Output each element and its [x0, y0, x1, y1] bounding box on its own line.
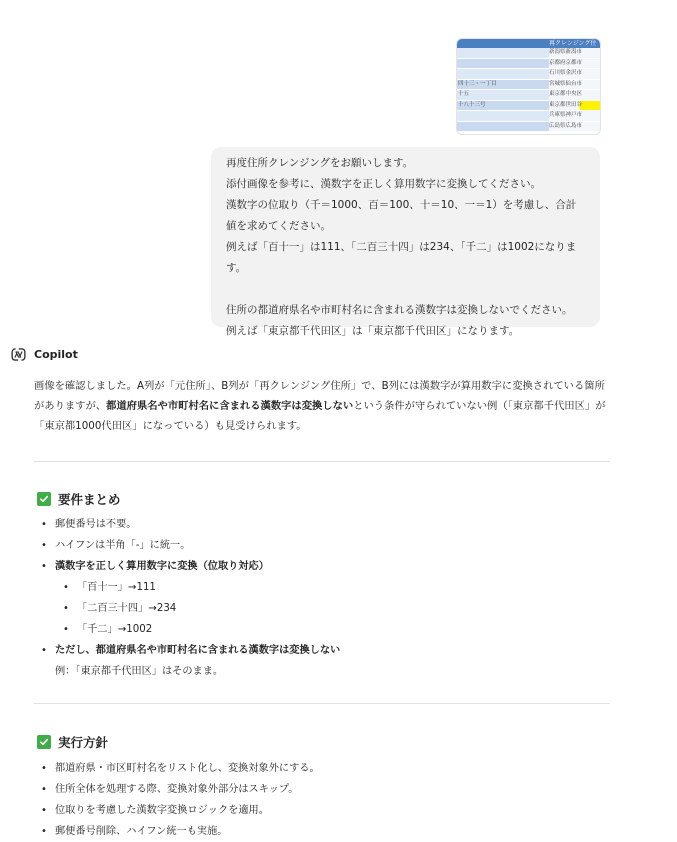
sub-list-item: • 「百十一」→111 [40, 577, 340, 598]
sheet-cell-a: 十五 [457, 90, 549, 100]
intro-text-2: という条件が守られていない例（「東京都千代田区」が「東京都1000代田区」になっている）も見受けられます。 [34, 400, 606, 432]
sheet-cell-a [457, 48, 549, 58]
list-item: • 郵便番号削除、ハイフン統一も実施。 [40, 821, 320, 842]
list-item: • 郵便番号は不要。 [40, 514, 340, 535]
sheet-row [457, 101, 600, 112]
copilot-response [34, 376, 614, 436]
attached-image-thumbnail[interactable] [456, 38, 601, 135]
list-item [40, 640, 340, 661]
check-mark-icon [37, 735, 51, 749]
section-heading-plan [37, 733, 108, 751]
sheet-cell-a [457, 59, 549, 69]
sheet-row [457, 80, 600, 91]
user-message-line: 値を求めてください。 [226, 220, 331, 232]
sub-list-item: • 「二百三十四」→234 [40, 598, 340, 619]
divider [34, 703, 610, 704]
sheet-cell-b: 石川県金沢市 [549, 69, 600, 79]
sheet-cell-b: 東京都中央区 [549, 90, 600, 100]
sheet-row [457, 90, 600, 101]
sheet-row [457, 111, 600, 122]
sub-list-item: • 「千二」→1002 [40, 619, 340, 640]
section-heading-requirements [37, 490, 121, 508]
sheet-cell-a: 四十三・一丁目 [457, 80, 549, 90]
list-item-bold-text: ただし、都道府県名や市町村名に含まれる漢数字は変換しない [55, 645, 341, 656]
sheet-cell-b: 広島県広島市 [549, 122, 600, 132]
list-item: • 都道府県・市区町村名をリスト化し、変換対象外にする。 [40, 758, 320, 779]
user-message-line: 漢数字の位取り（千＝1000、百＝100、十＝10、一＝1）を考慮し、合計 [226, 199, 577, 211]
list-item: • 住所全体を処理する際、変換対象外部分はスキップ。 [40, 779, 320, 800]
sheet-cell-a: 十八十三号 [457, 101, 549, 111]
user-message-line: 住所の都道府県名や市町村名に含まれる漢数字は変換しないでください。 [226, 304, 573, 316]
section-title: 要件まとめ [58, 492, 121, 507]
sheet-row [457, 48, 600, 59]
sheet-header-row [457, 39, 600, 48]
sheet-cell-a [457, 69, 549, 79]
sheet-row [457, 59, 600, 70]
user-message-line: 例えば「百十一」は111、「二百三十四」は234、「千二」は1002になります。 [226, 241, 577, 274]
list-item: • ハイフンは半角「-」に統一。 [40, 535, 340, 556]
sheet-cell-b: 宮城県仙台市 [549, 80, 600, 90]
sheet-cell-a [457, 122, 549, 132]
plan-list [40, 758, 320, 842]
sheet-cell-b: 京都府京都市 [549, 59, 600, 69]
sheet-row [457, 69, 600, 80]
list-item [40, 556, 340, 577]
check-mark-icon [37, 492, 51, 506]
user-message-bubble [211, 147, 600, 337]
sheet-cell-a [457, 111, 549, 121]
list-item-bold-text: 漢数字を正しく算用数字に変換（位取り対応） [55, 561, 269, 572]
response-intro-paragraph [34, 376, 614, 436]
sheet-row [457, 122, 600, 133]
sheet-column-b-header: 再クレンジング住 [549, 40, 597, 47]
section-title: 実行方針 [58, 735, 109, 750]
list-item-note: 例：「東京都千代田区」はそのまま。 [55, 666, 224, 677]
sheet-cell-b-highlighted: 東京都世田谷 [549, 101, 600, 111]
user-message-blank-line [226, 279, 584, 300]
copilot-name: Copilot [34, 348, 78, 361]
divider [34, 461, 610, 462]
user-message-line: 再度住所クレンジングをお願いします。 [226, 157, 414, 169]
intro-text-1: 画像を確認しました。A列が「元住所」、B列が「再クレンジング住所」で、B列には漢数字が算用数字に変換されている箇所がありますが、 [34, 380, 605, 412]
sheet-cell-b: 兵庫県神戸市 [549, 111, 600, 121]
user-message-line: 例えば「東京都千代田区」は「東京都千代田区」になります。 [226, 325, 520, 337]
copilot-header [10, 346, 78, 363]
list-item: • 位取りを考慮した漢数字変換ロジックを適用。 [40, 800, 320, 821]
requirements-list [40, 514, 340, 682]
intro-text-bold: 都道府県名や市町村名に含まれる漢数字は変換しない [106, 400, 354, 412]
sheet-cell-b: 新潟県新潟市 [549, 48, 600, 58]
user-message-line: 添付画像を参考に、漢数字を正しく算用数字に変換してください。 [226, 178, 541, 190]
copilot-logo-icon [10, 346, 27, 363]
